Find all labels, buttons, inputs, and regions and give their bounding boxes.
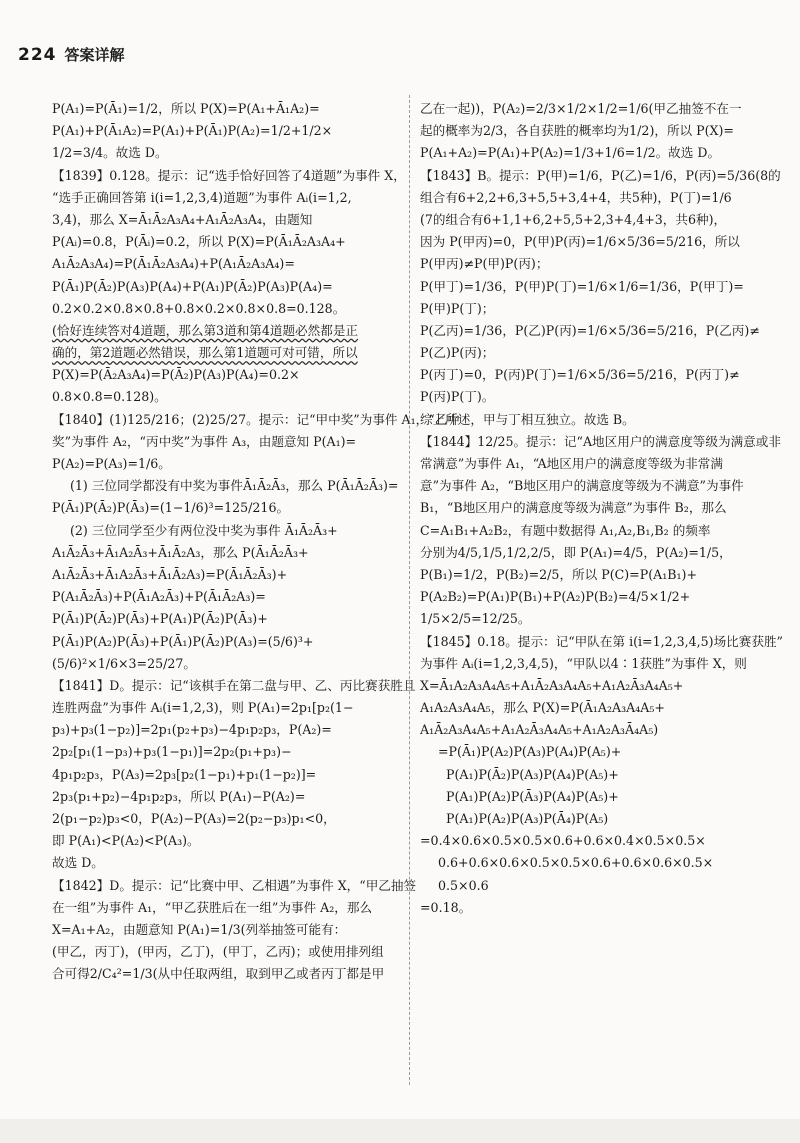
text-line: (恰好连续答对4道题，那么第3道和第4道题必然都是正 [52, 322, 359, 338]
text-line: B₁，“B地区用户的满意度等级为满意”为事件 B₂，那么 [420, 500, 727, 516]
text-line: P(A₁)=P(Ā₁)=1/2，所以 P(X)=P(A₁+Ā₁A₂)= [52, 101, 320, 116]
text-line: 组合有6+2,2+6,3+5,5+3,4+4，共5种)，P(丁)=1/6 [420, 189, 732, 205]
text-line: 2p₃(p₁+p₂)−4p₁p₂p₃，所以 P(A₁)−P(A₂)= [52, 788, 306, 804]
text-line: P(A₁)+P(Ā₁A₂)=P(A₁)+P(Ā₁)P(A₂)=1/2+1/2× [52, 123, 333, 139]
text-line: =0.18。 [420, 899, 472, 915]
text-line: P(Ā₁)P(Ā₂)P(Ā₃)+P(A₁)P(Ā₂)P(Ā₃)+ [52, 611, 268, 627]
right-column [420, 98, 783, 919]
text-line: A₁Ā₂A₃A₄)=P(Ā₁Ā₂A₃A₄)+P(A₁Ā₂A₃A₄)= [52, 256, 295, 272]
text-line: 4p₁p₂p₃，P(A₃)=2p₃[p₂(1−p₁)+p₁(1−p₂)]= [52, 766, 317, 782]
text-line: 【1843】B。提示：P(甲)=1/6，P(乙)=1/6，P(丙)=5/36(8的 [420, 167, 781, 183]
text-line: 乙在一起))，P(A₂)=2/3×1/2×1/2=1/6(甲乙抽签不在一 [420, 101, 742, 116]
text-line: 【1845】0.18。提示：记“甲队在第 i(i=1,2,3,4,5)场比赛获胜” [420, 633, 783, 649]
text-line: X=A₁+A₂，由题意知 P(A₁)=1/3(列举抽签可能有： [52, 921, 347, 937]
text-line: 【1840】(1)125/216；(2)25/27。提示：记“甲中奖”为事件 A₁，“乙中 [52, 411, 460, 427]
text-line: A₁Ā₂A₃A₄A₅+A₁A₂Ā₃A₄A₅+A₁A₂A₃Ā₄A₅) [420, 722, 659, 738]
text-line: 【1842】D。提示：记“比赛中甲、乙相遇”为事件 X，“甲乙抽签 [52, 877, 417, 893]
text-line: P(A₁)P(A₂)P(A₃)P(Ā₄)P(A₅) [446, 811, 609, 826]
text-line: 合可得2/C₄²=1/3(从中任取两组，取到甲乙或者丙丁都是甲 [52, 966, 385, 982]
page-number: 224 [18, 45, 57, 65]
text-line: 确的，第2道题必然错误，那么第1道题可对可错，所以 [52, 345, 358, 361]
text-line: P(A₂)=P(A₃)=1/6。 [52, 456, 171, 471]
text-line: 【1839】0.128。提示：记“选手恰好回答了4道题”为事件 X， [52, 167, 406, 183]
text-line: 0.2×0.2×0.8×0.8+0.8×0.2×0.8×0.8=0.128。 [52, 300, 346, 316]
text-line: 意”为事件 A₂，“B地区用户的满意度等级为不满意”为事件 [420, 478, 744, 494]
text-line: p₃)+p₃(1−p₂)]=2p₁(p₂+p₃)−4p₁p₂p₃，P(A₂)= [52, 722, 332, 738]
text-line: X=Ā₁A₂A₃A₄A₅+A₁Ā₂A₃A₄A₅+A₁A₂Ā₃A₄A₅+ [420, 677, 684, 693]
text-line: 常满意”为事件 A₁，“A地区用户的满意度等级为非常满 [420, 456, 723, 471]
text-line: C=A₁B₁+A₂B₂，有题中数据得 A₁,A₂,B₁,B₂ 的频率 [420, 522, 711, 538]
text-line: P(甲丙)≠P(甲)P(丙)； [420, 256, 549, 272]
text-line: (7的组合有6+1,1+6,2+5,5+2,3+4,4+3，共6种)， [420, 211, 727, 227]
text-line: (2) 三位同学至少有两位没中奖为事件 Ā₁Ā₂Ā₃+ [70, 522, 338, 538]
text-line: 2(p₁−p₂)p₃<0，P(A₂)−P(A₃)=2(p₂−p₃)p₁<0， [52, 811, 336, 826]
text-line: =0.4×0.6×0.5×0.5×0.6+0.6×0.4×0.5×0.5× [420, 833, 706, 849]
text-line: “选手正确回答第 i(i=1,2,3,4)道题”为事件 Aᵢ(i=1,2, [52, 189, 352, 205]
text-line: P(A₁+A₂)=P(A₁)+P(A₂)=1/3+1/6=1/2。故选 D。 [420, 145, 721, 161]
text-line: 0.5×0.6 [438, 877, 489, 893]
text-line: (5/6)²×1/6×3=25/27。 [52, 655, 196, 671]
text-line: 综上所述，甲与丁相互独立。故选 B。 [420, 411, 635, 427]
text-line: 连胜两盘”为事件 Aᵢ(i=1,2,3)，则 P(A₁)=2p₁[p₂(1− [52, 700, 354, 716]
text-line: 分别为4/5,1/5,1/2,2/5，即 P(A₁)=4/5，P(A₂)=1/5， [420, 544, 732, 560]
text-line: (1) 三位同学都没有中奖为事件Ā₁Ā₂Ā₃，那么 P(Ā₁Ā₂Ā₃)= [70, 478, 399, 494]
text-line: P(Ā₁)P(Ā₂)P(A₃)P(A₄)+P(A₁)P(Ā₂)P(A₃)P(A₄)= [52, 278, 333, 294]
text-line: 【1841】D。提示：记“该棋手在第二盘与甲、乙、丙比赛获胜且 [52, 677, 416, 693]
text-line: P(乙)P(丙)； [420, 345, 495, 361]
text-line: 因为 P(甲丙)=0，P(甲)P(丙)=1/6×5/36=5/216，所以 [420, 234, 740, 250]
text-line: 即 P(A₁)<P(A₂)<P(A₃)。 [52, 833, 200, 849]
page-header [18, 44, 125, 67]
text-line: 奖”为事件 A₂，“丙中奖”为事件 A₃，由题意知 P(A₁)= [52, 433, 357, 449]
text-line: 1/2=3/4。故选 D。 [52, 145, 168, 161]
text-line: 【1844】12/25。提示：记“A地区用户的满意度等级为满意或非 [420, 433, 781, 449]
text-line: P(A₁Ā₂Ā₃)+P(Ā₁A₂Ā₃)+P(Ā₁Ā₂A₃)= [52, 589, 266, 605]
text-line: 0.8×0.8=0.128)。 [52, 389, 167, 405]
text-line: A₁Ā₂Ā₃+Ā₁A₂Ā₃+Ā₁Ā₂A₃，那么 P(Ā₁Ā₂Ā₃+ [52, 544, 309, 560]
text-line: P(Ā₁)P(A₂)P(Ā₃)+P(Ā₁)P(Ā₂)P(A₃)=(5/6)³+ [52, 633, 314, 649]
text-line: P(甲丁)=1/36，P(甲)P(丁)=1/6×1/6=1/36，P(甲丁)= [420, 278, 744, 294]
text-line: P(丙)P(丁)。 [420, 389, 495, 405]
text-line: P(Aᵢ)=0.8，P(Āᵢ)=0.2，所以 P(X)=P(Ā₁Ā₂A₃A₄+ [52, 234, 346, 250]
page-footer-strip [0, 1119, 800, 1143]
text-line: A₁Ā₂Ā₃+Ā₁A₂Ā₃+Ā₁Ā₂A₃)=P(Ā₁Ā₂Ā₃)+ [52, 566, 288, 582]
text-line: 起的概率为2/3，各自获胜的概率均为1/2)，所以 P(X)= [420, 123, 734, 139]
text-line: P(X)=P(Ā₂A₃A₄)=P(Ā₂)P(A₃)P(A₄)=0.2× [52, 367, 300, 383]
column-divider [409, 95, 410, 1085]
text-line: P(丙丁)=0，P(丙)P(丁)=1/6×5/36=5/216，P(丙丁)≠ [420, 367, 740, 383]
text-line: P(乙丙)=1/36，P(乙)P(丙)=1/6×5/36=5/216，P(乙丙)≠ [420, 322, 760, 338]
text-line: P(B₁)=1/2，P(B₂)=2/5，所以 P(C)=P(A₁B₁)+ [420, 566, 698, 582]
text-line: P(A₁)P(A₂)P(Ā₃)P(A₄)P(A₅)+ [446, 788, 619, 804]
text-line: P(A₂B₂)=P(A₁)P(B₁)+P(A₂)P(B₂)=4/5×1/2+ [420, 589, 691, 605]
text-line: 3,4)，那么 X=Ā₁Ā₂A₃A₄+A₁Ā₂A₃A₄，由题知 [52, 211, 313, 227]
page-title: 答案详解 [64, 46, 125, 64]
text-line: 在一组”为事件 A₁，“甲乙获胜后在一组”为事件 A₂，那么 [52, 899, 373, 915]
text-line: =P(Ā₁)P(A₂)P(A₃)P(A₄)P(A₅)+ [438, 744, 622, 760]
text-line: A₁A₂A₃A₄A₅，那么 P(X)=P(Ā₁A₂A₃A₄A₅+ [420, 700, 665, 716]
text-line: P(甲)P(丁)； [420, 300, 495, 316]
text-line: (甲乙，丙丁)，(甲丙，乙丁)，(甲丁，乙丙)；或使用排列组 [52, 944, 384, 960]
text-line: 为事件 Aᵢ(i=1,2,3,4,5)，“甲队以4∶1获胜”为事件 X，则 [420, 655, 747, 671]
text-line: P(Ā₁)P(Ā₂)P(Ā₃)=(1−1/6)³=125/216。 [52, 500, 290, 516]
text-line: 故选 D。 [52, 855, 104, 871]
text-line: 1/5×2/5=12/25。 [420, 611, 531, 627]
text-line: P(A₁)P(Ā₂)P(A₃)P(A₄)P(A₅)+ [446, 766, 619, 782]
text-line: 2p₂[p₁(1−p₃)+p₃(1−p₁)]=2p₂(p₁+p₃)− [52, 744, 292, 760]
text-line: 0.6+0.6×0.6×0.5×0.5×0.6+0.6×0.6×0.5× [438, 855, 714, 871]
